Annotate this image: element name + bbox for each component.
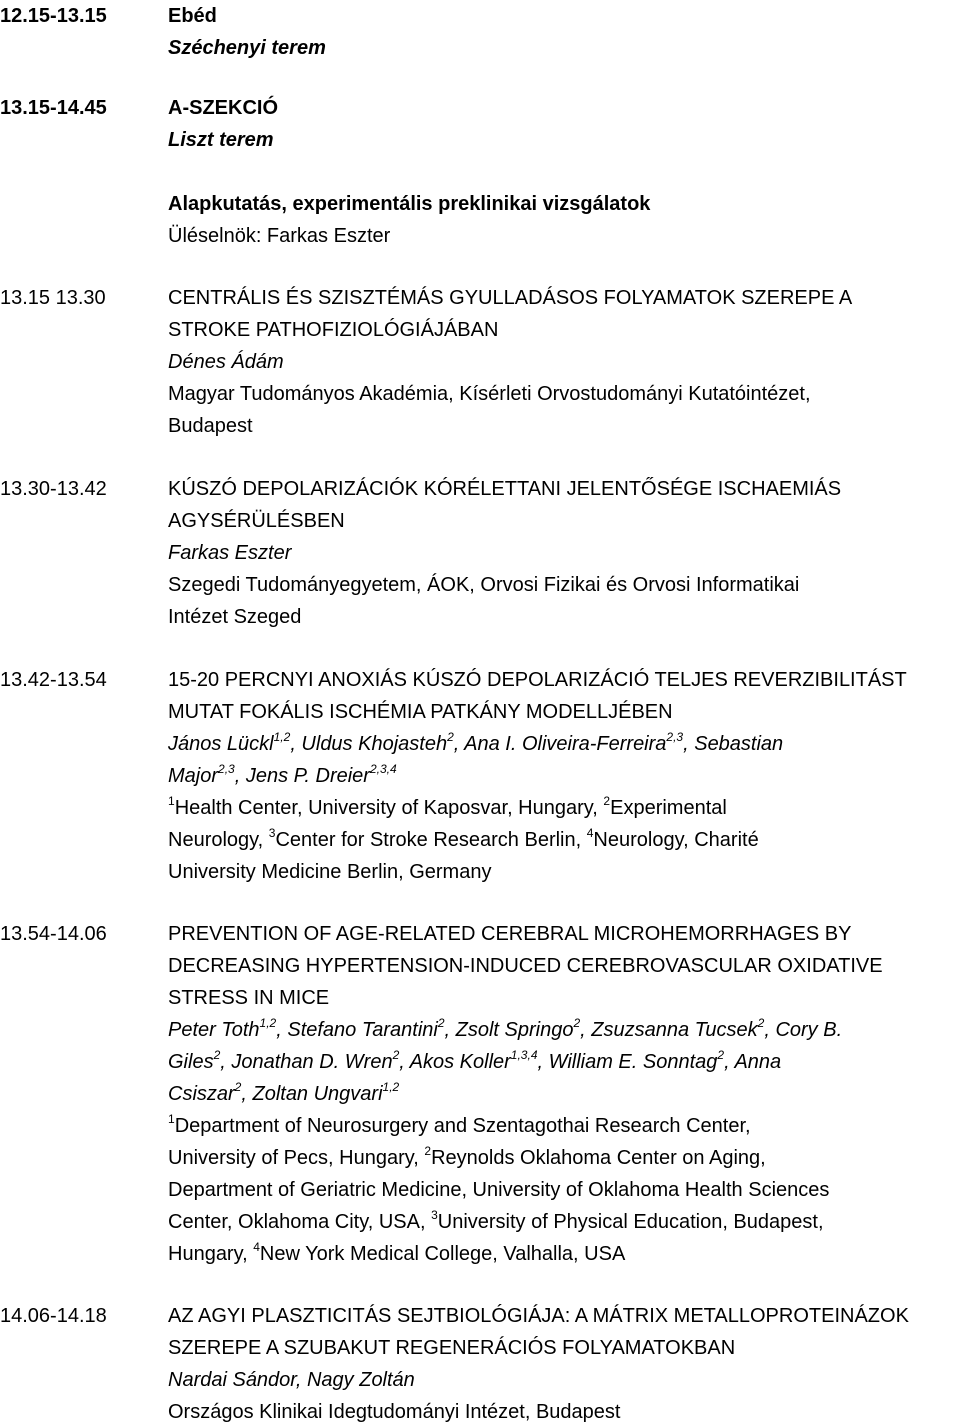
time-slot: 13.30-13.42 (0, 478, 107, 500)
text-segment: Intézet Szeged (168, 606, 302, 628)
text-segment: , Anna (724, 1051, 782, 1073)
text-line (168, 410, 960, 442)
text-segment: , Akos Koller (399, 1051, 511, 1073)
text-segment: Budapest (168, 415, 253, 437)
affiliation-superscript: 3 (431, 1208, 438, 1222)
text-line (168, 1014, 960, 1046)
text-segment: Farkas Eszter (168, 542, 292, 564)
text-segment: Neurology, (168, 829, 269, 851)
text-line (168, 1078, 960, 1110)
text-segment: , Zoltan Ungvari (241, 1083, 383, 1105)
text-segment: New York Medical College, Valhalla, USA (259, 1243, 626, 1265)
text-segment: SZEREPE A SZUBAKUT REGENERÁCIÓS FOLYAMATOKBAN (168, 1337, 736, 1359)
text-segment: Országos Klinikai Idegtudományi Intézet, Budapest (168, 1401, 621, 1423)
text-segment: A-SZEKCIÓ (168, 97, 278, 119)
text-line (168, 1396, 960, 1428)
text-segment: , Zsolt Springo (444, 1019, 574, 1041)
text-line (168, 1238, 960, 1270)
block-content (168, 0, 960, 64)
text-line (168, 0, 960, 32)
text-segment: PREVENTION OF AGE-RELATED CEREBRAL MICROHEMORRHAGES BY (168, 923, 852, 945)
affiliation-superscript: 2 (603, 794, 611, 808)
text-line (168, 92, 960, 124)
affiliation-superscript: 1,2 (273, 730, 291, 744)
text-segment: AGYSÉRÜLÉSBEN (168, 510, 345, 532)
affiliation-superscript: 1,3,4 (510, 1048, 538, 1062)
text-segment: 15-20 PERCNYI ANOXIÁS KÚSZÓ DEPOLARIZÁCIÓ TELJES REVERZIBILITÁST (168, 669, 907, 691)
block-content (168, 282, 960, 442)
text-segment: Peter Toth (168, 1019, 260, 1041)
affiliation-superscript: 3 (268, 826, 276, 840)
text-line (168, 537, 960, 569)
text-segment: Health Center, University of Kaposvar, Hungary, (174, 797, 604, 819)
text-segment: University Medicine Berlin, Germany (168, 861, 492, 883)
text-line (168, 156, 960, 188)
text-segment: , Sebastian (683, 733, 784, 755)
affiliation-superscript: 2 (234, 1080, 242, 1094)
text-segment: Major (168, 765, 219, 787)
block-content (168, 473, 960, 633)
text-line (168, 473, 960, 505)
text-segment: Alapkutatás, experimentális preklinikai vizsgálatok (168, 193, 651, 215)
text-line (168, 664, 960, 696)
affiliation-superscript: 1 (168, 794, 175, 808)
text-line (168, 188, 960, 220)
text-line (168, 856, 960, 888)
text-segment: Magyar Tudományos Akadémia, Kísérleti Orvostudományi Kutatóintézet, (168, 383, 811, 405)
affiliation-superscript: 1,2 (259, 1016, 277, 1030)
affiliation-superscript: 2 (717, 1048, 725, 1062)
text-line (168, 378, 960, 410)
affiliation-superscript: 2 (213, 1048, 221, 1062)
affiliation-superscript: 2 (424, 1144, 432, 1158)
time-slot: 13.15 13.30 (0, 287, 106, 309)
text-segment: Neurology, Charité (593, 829, 759, 851)
text-segment: University of Physical Education, Budapest, (437, 1211, 824, 1233)
text-segment: Csiszar (168, 1083, 235, 1105)
time-slot: 13.15-14.45 (0, 97, 107, 119)
affiliation-superscript: 2 (447, 730, 454, 744)
text-segment: STRESS IN MICE (168, 987, 330, 1009)
text-segment: Üléselnök: Farkas Eszter (168, 225, 391, 247)
text-segment: AZ AGYI PLASZTICITÁS SEJTBIOLÓGIÁJA: A MÁTRIX METALLOPROTEINÁZOK (168, 1305, 909, 1327)
text-line (168, 1332, 960, 1364)
text-segment: Department of Geriatric Medicine, University of Oklahoma Health Sciences (168, 1179, 830, 1201)
text-segment: Experimental (610, 797, 727, 819)
text-segment: CENTRÁLIS ÉS SZISZTÉMÁS GYULLADÁSOS FOLYAMATOK SZEREPE A (168, 287, 853, 309)
text-line (168, 569, 960, 601)
text-segment: Center for Stroke Research Berlin, (275, 829, 587, 851)
text-line (168, 282, 960, 314)
text-segment: STROKE PATHOFIZIOLÓGIÁJÁBAN (168, 319, 499, 341)
text-segment: Center, Oklahoma City, USA, (168, 1211, 432, 1233)
text-line (168, 728, 960, 760)
text-line (168, 1206, 960, 1238)
block-content (168, 92, 960, 252)
text-segment: MUTAT FOKÁLIS ISCHÉMIA PATKÁNY MODELLJÉBEN (168, 701, 673, 723)
text-segment: , Zsuzsanna Tucsek (580, 1019, 758, 1041)
text-segment: University of Pecs, Hungary, (168, 1147, 425, 1169)
block-content (168, 1300, 960, 1428)
text-line (168, 124, 960, 156)
affiliation-superscript: 2 (437, 1016, 445, 1030)
block-content (168, 918, 960, 1270)
affiliation-superscript: 2 (573, 1016, 581, 1030)
text-line (168, 696, 960, 728)
text-line (168, 1110, 960, 1142)
text-segment: DECREASING HYPERTENSION-INDUCED CEREBROVASCULAR OXIDATIVE (168, 955, 883, 977)
text-segment: János Lückl (168, 733, 274, 755)
text-line (168, 1364, 960, 1396)
text-segment: , William E. Sonntag (537, 1051, 718, 1073)
affiliation-superscript: 2,3 (666, 730, 684, 744)
text-segment: , Uldus Khojasteh (290, 733, 448, 755)
text-line (168, 792, 960, 824)
text-line (168, 1046, 960, 1078)
affiliation-superscript: 4 (253, 1240, 260, 1254)
text-segment: , Cory B. (764, 1019, 843, 1041)
time-slot: 12.15-13.15 (0, 5, 107, 27)
text-line (168, 314, 960, 346)
text-line (168, 824, 960, 856)
affiliation-superscript: 1,2 (382, 1080, 400, 1094)
text-segment: , Jonathan D. Wren (220, 1051, 393, 1073)
text-segment: Szegedi Tudományegyetem, ÁOK, Orvosi Fizikai és Orvosi Informatikai (168, 574, 800, 596)
text-line (168, 1300, 960, 1332)
text-segment: Hungary, (168, 1243, 254, 1265)
text-segment: Reynolds Oklahoma Center on Aging, (431, 1147, 766, 1169)
time-slot: 13.54-14.06 (0, 923, 107, 945)
text-line (168, 32, 960, 64)
affiliation-superscript: 1 (168, 1112, 175, 1126)
text-line (168, 220, 960, 252)
text-segment: Ebéd (168, 5, 217, 27)
text-line (168, 950, 960, 982)
text-segment: Széchenyi terem (168, 37, 326, 59)
text-segment: , Stefano Tarantini (276, 1019, 438, 1041)
text-line (168, 1142, 960, 1174)
text-line (168, 982, 960, 1014)
block-content (168, 664, 960, 888)
text-segment: Nardai Sándor, Nagy Zoltán (168, 1369, 415, 1391)
text-line (168, 760, 960, 792)
affiliation-superscript: 4 (586, 826, 594, 840)
time-slot: 14.06-14.18 (0, 1305, 107, 1327)
text-line (168, 346, 960, 378)
text-line (168, 505, 960, 537)
text-line (168, 918, 960, 950)
affiliation-superscript: 2,3 (218, 762, 235, 776)
text-segment: Dénes Ádám (168, 351, 284, 373)
affiliation-superscript: 2 (757, 1016, 765, 1030)
text-segment: Department of Neurosurgery and Szentagothai Research Center, (174, 1115, 751, 1137)
affiliation-superscript: 2 (392, 1048, 400, 1062)
text-line (168, 601, 960, 633)
text-segment: KÚSZÓ DEPOLARIZÁCIÓK KÓRÉLETTANI JELENTŐSÉGE ISCHAEMIÁS (168, 478, 842, 500)
text-segment: , Ana I. Oliveira-Ferreira (453, 733, 667, 755)
text-segment: Giles (168, 1051, 214, 1073)
text-segment: , Jens P. Dreier (234, 765, 370, 787)
text-segment: Liszt terem (168, 129, 274, 151)
time-slot: 13.42-13.54 (0, 669, 107, 691)
text-line (168, 1174, 960, 1206)
affiliation-superscript: 2,3,4 (369, 762, 397, 776)
